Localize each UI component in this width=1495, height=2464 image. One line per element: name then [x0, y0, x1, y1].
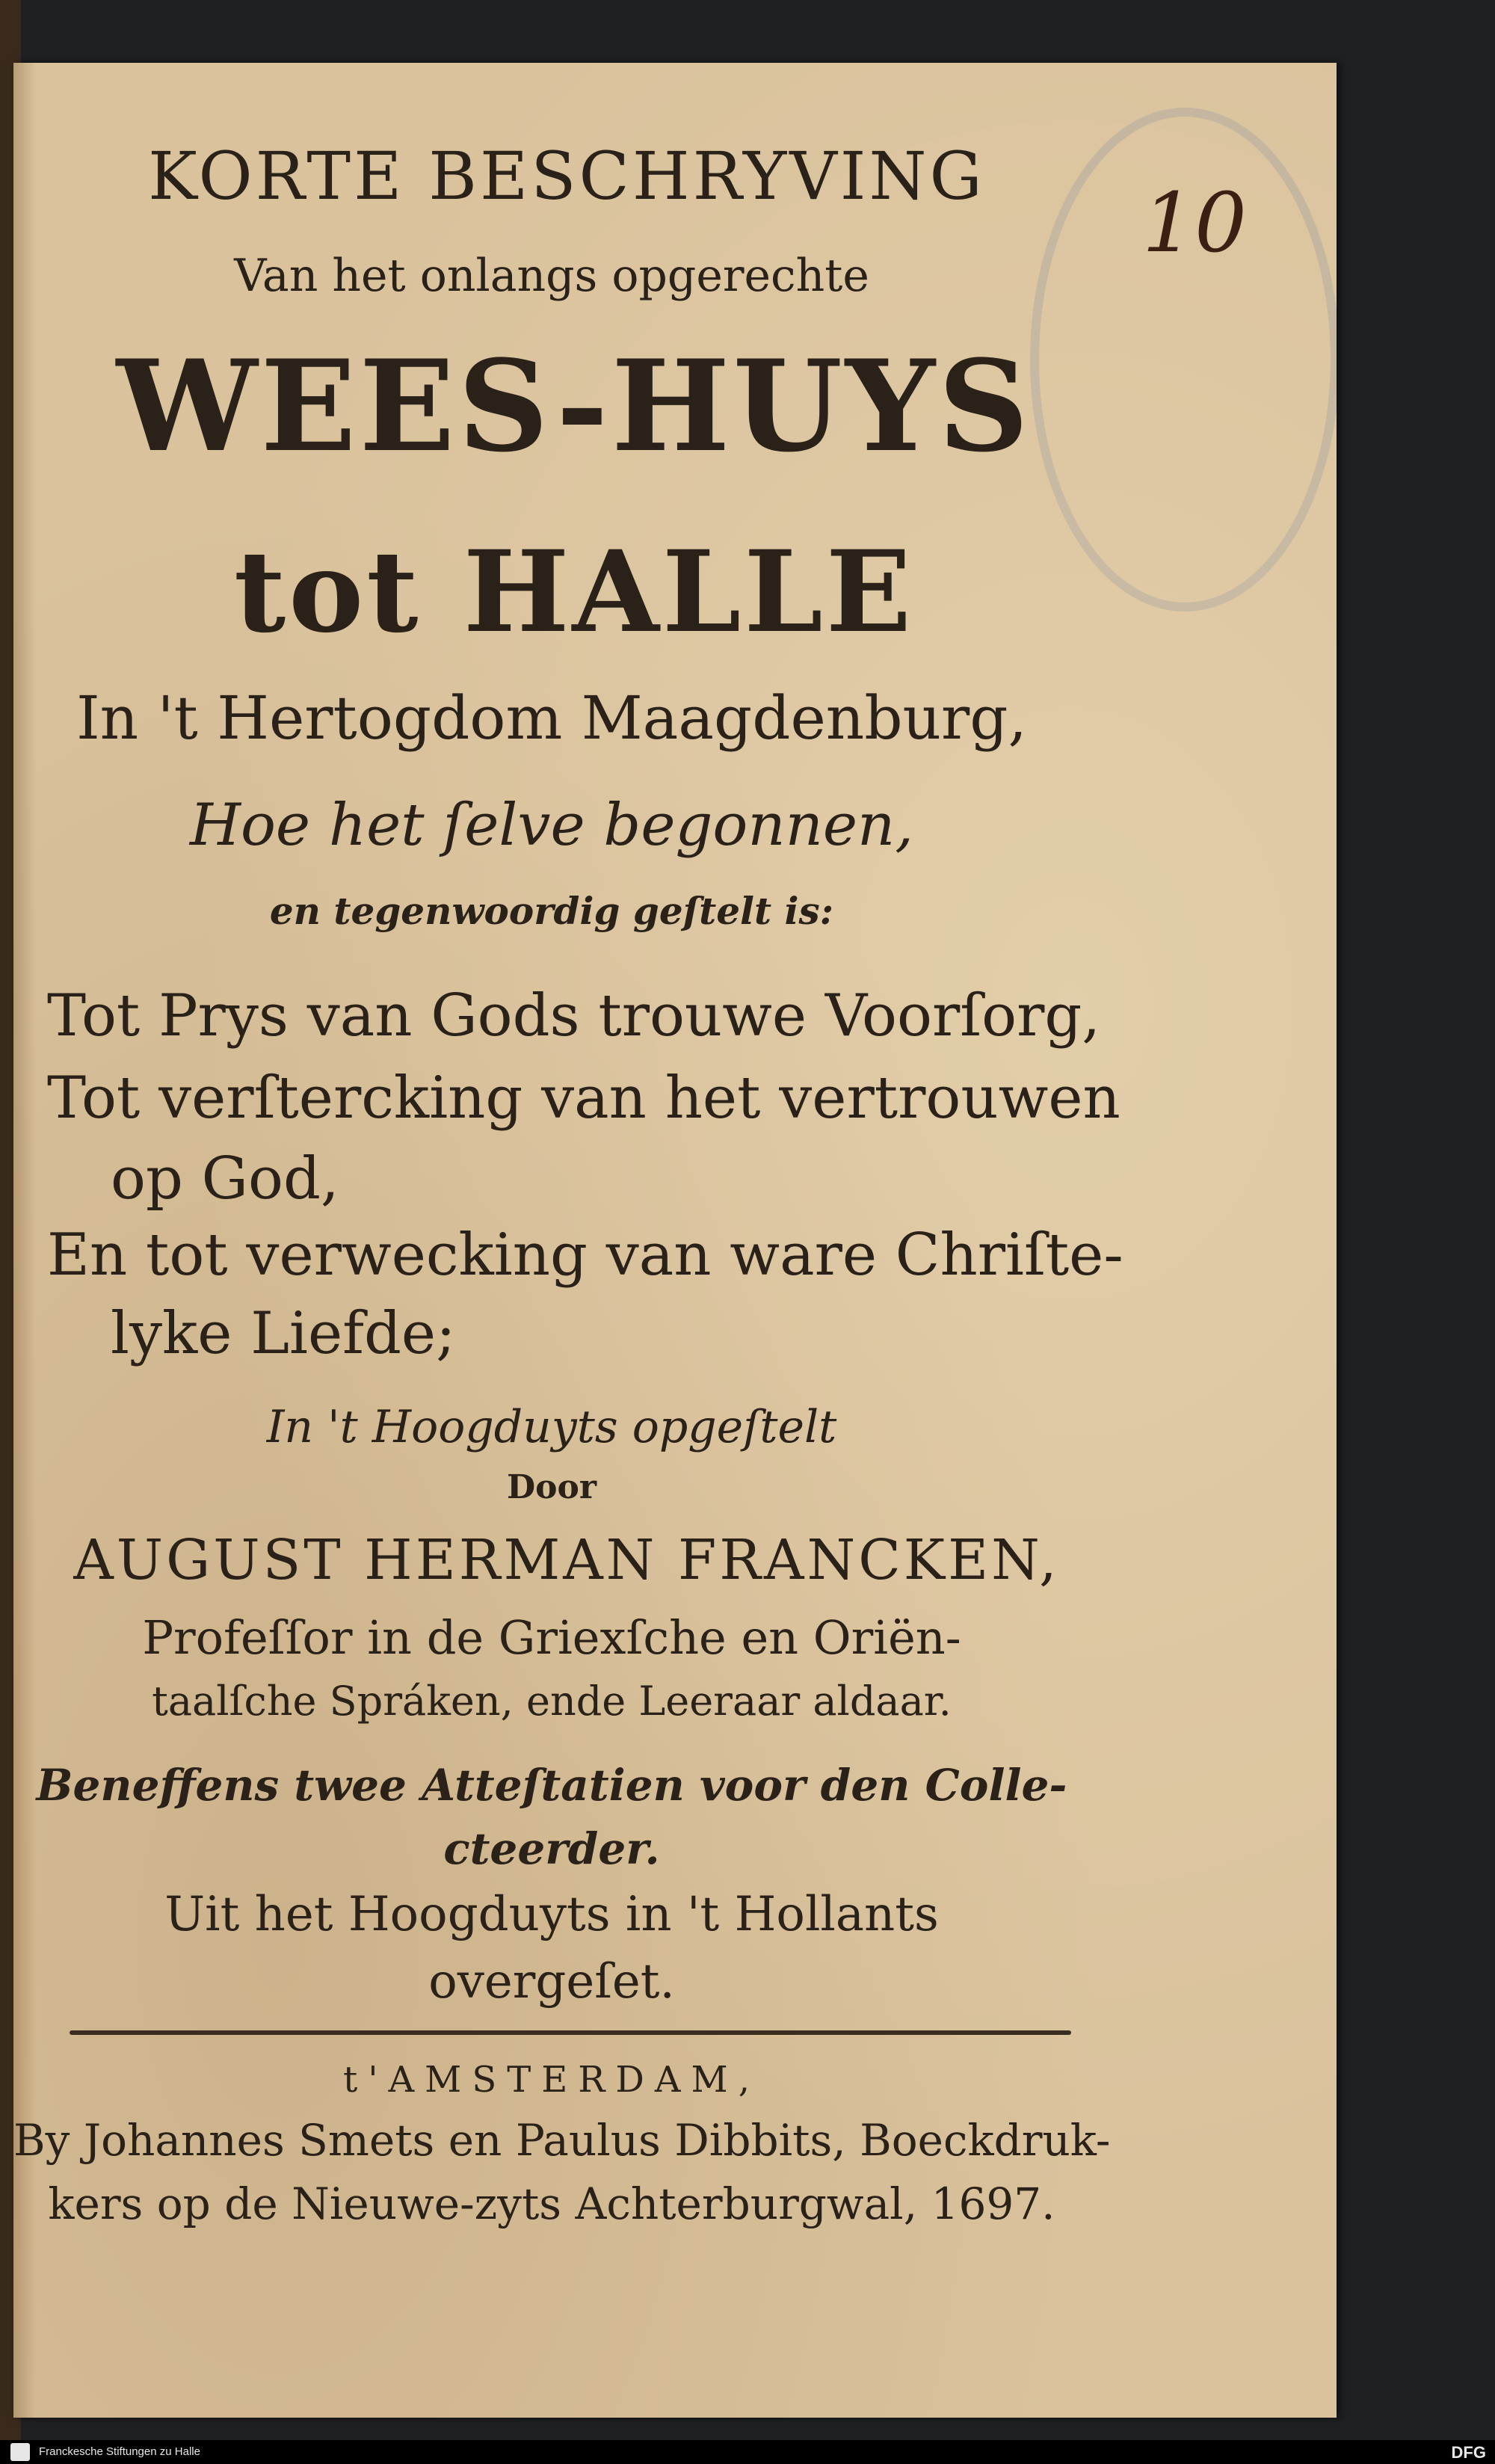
title-line-6: Hoe het ſelve begonnen,: [189, 792, 914, 859]
title-line-5: In 't Hertogdom Maagdenburg,: [76, 683, 1027, 753]
title-line-18: Beneffens twee Atteſtatien voor den Colle-: [36, 1760, 1067, 1811]
title-line-21: overgeſet.: [428, 1954, 675, 2009]
title-line-2: Van het onlangs opgerechte: [234, 250, 869, 302]
title-line-13: In 't Hoogduyts opgeſtelt: [266, 1401, 837, 1453]
imprint-line-2: By Johannes Smets en Paulus Dibbits, Boeckdruk-: [13, 2115, 1111, 2166]
imprint-line-1: t'AMSTERDAM,: [343, 2059, 760, 2101]
title-line-17: taalſche Spráken, ende Leeraar aldaar.: [152, 1678, 952, 1725]
institution-logo-icon: [10, 2443, 30, 2461]
title-line-19: cteerder.: [443, 1823, 660, 1874]
title-line-9: Tot verſtercking van het vertrouwen: [47, 1065, 1121, 1132]
title-page: [13, 63, 1337, 2418]
title-line-14: Door: [506, 1468, 597, 1506]
title-line-15: AUGUST HERMAN FRANCKEN,: [73, 1528, 1060, 1592]
title-line-12: lyke Liefde;: [111, 1300, 456, 1367]
title-line-8: Tot Prys van Gods trouwe Voorſorg,: [47, 982, 1101, 1050]
title-line-1: KORTE BESCHRYVING: [148, 138, 985, 215]
title-line-11: En tot verwecking van ware Chriſte-: [47, 1222, 1123, 1289]
title-line-20: Uit het Hoogduyts in 't Hollants: [164, 1887, 939, 1942]
dfg-logo: DFG: [1451, 2443, 1486, 2462]
separator-rule: [70, 2030, 1071, 2035]
title-line-7: en tegenwoordig geſtelt is:: [269, 889, 834, 933]
institution-name: Franckesche Stiftungen zu Halle: [39, 2445, 200, 2458]
title-line-3: WEES-HUYS: [116, 332, 1032, 480]
viewer-footer: [0, 2440, 1495, 2464]
title-line-4: tot HALLE: [233, 526, 915, 658]
imprint-line-3: kers op de Nieuwe-zyts Achterburgwal, 1697.: [48, 2178, 1055, 2229]
title-line-16: Profeſſor in de Griexſche en Oriën-: [142, 1610, 961, 1665]
title-line-10: op God,: [111, 1145, 339, 1213]
shelfmark-annotation: 10: [1142, 175, 1247, 271]
